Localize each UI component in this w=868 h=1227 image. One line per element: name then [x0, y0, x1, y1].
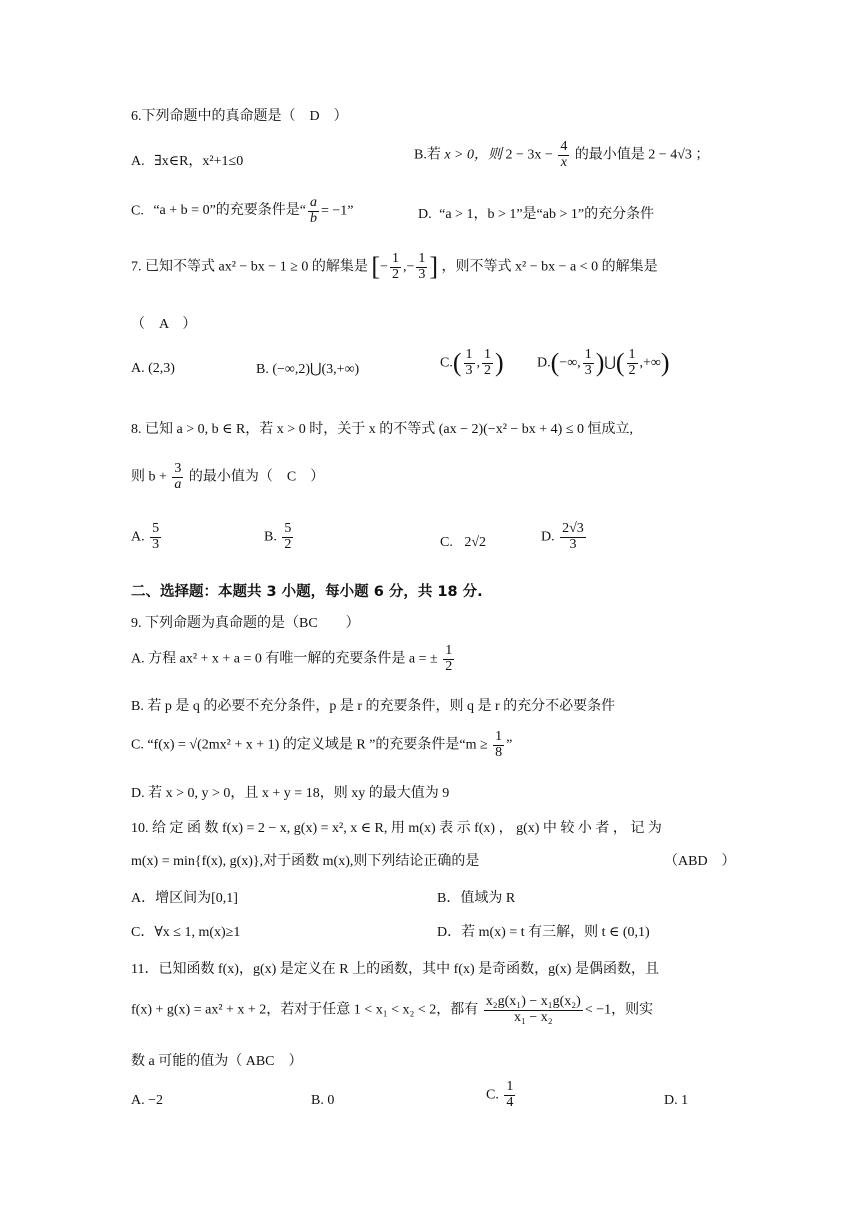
q11-fraction: $\frac{\text{x₂g(x₁) − x₁g(x₂)}}{\text{x₁ − x₂}}$: [485, 994, 581, 1025]
q6-b-fraction: $\frac{4}{x}$: [560, 139, 568, 170]
q8-stem-line2: 则 b + $\frac{3}{a}$ 的最小值为（ C ）: [131, 461, 325, 492]
q11-option-c: C. $\frac{1}{4}$: [486, 1079, 514, 1110]
q8-option-c: C. 2√2: [440, 535, 487, 550]
q10-option-a: A．增区间为[0,1]: [131, 891, 238, 906]
q11-option-d: D. 1: [664, 1093, 689, 1108]
q7-option-c: C.( $\frac{1}{3}$ , $\frac{1}{2}$ ): [440, 347, 504, 378]
q8-stem-line1: 8. 已知 a > 0, b ∈ R，若 x > 0 时，关于 x 的不等式 (ax − 2)(−x² − bx + 4) ≤ 0 恒成立,: [131, 422, 634, 437]
section-heading: 二、选择题：本题共 3 小题，每小题 6 分，共 18 分.: [131, 584, 483, 600]
q8-option-b: B. $\frac{5}{2}$: [264, 521, 292, 552]
q6-option-d: D. “a > 1，b > 1”是“ab > 1”的充分条件: [418, 207, 655, 222]
q6-c-fraction: $\frac{a}{b}$: [310, 195, 317, 226]
q7-answer: （ A ）: [131, 317, 197, 332]
q9-option-b: B. 若 p 是 q 的必要不充分条件，p 是 r 的充要条件，则 q 是 r 的充分不必要条件: [131, 699, 616, 714]
q9-option-a: A. 方程 ax² + x + a = 0 有唯一解的充要条件是 a = ± $\frac{1}{2}$: [131, 643, 453, 674]
q7-interval-a: $\frac{1}{2}$: [391, 251, 399, 282]
q9-option-d: D. 若 x > 0, y > 0，且 x + y = 18，则 xy 的最大值为 9: [131, 786, 450, 801]
q7-option-a: A. (2,3): [131, 361, 175, 376]
q7-option-b: B. (−∞,2)⋃(3,+∞): [256, 362, 360, 377]
q10-stem-line1: 10. 给 定 函 数 f(x) = 2 − x, g(x) = x², x ∈ R, 用 m(x) 表 示 f(x) ， g(x) 中 较 小 者 ， 记 为: [131, 821, 662, 836]
q9-stem: 9. 下列命题为真命题的是（BC ）: [131, 616, 360, 631]
q6-stem: 6.下列命题中的真命题是（ D ）: [131, 109, 348, 124]
q7-stem: 7. 已知不等式 ax² − bx − 1 ≥ 0 的解集是 [− $\frac{1}{2}$ ,− $\frac{1}{3}$ ] ，则不等式 x² − bx − a < 0 的解集是: [131, 251, 658, 282]
q11-stem-line1: 11．已知函数 f(x)，g(x) 是定义在 R 上的函数，其中 f(x) 是奇函数，g(x) 是偶函数，且: [131, 962, 659, 977]
q6-option-b: B.若 x > 0，则 2 − 3x − $\frac{4}{x}$ 的最小值是 2 − 4√3 ；: [414, 139, 710, 170]
q11-option-b: B. 0: [311, 1093, 335, 1108]
q10-option-d: D．若 m(x) = t 有三解，则 t ∈ (0,1): [437, 925, 650, 940]
q8-option-a: A. $\frac{5}{3}$: [131, 521, 160, 552]
q11-option-a: A. −2: [131, 1093, 164, 1108]
q6-option-a: A. ∃x∈R，x²+1≤0: [131, 154, 244, 169]
q11-stem-line2: f(x) + g(x) = ax² + x + 2，若对于任意 1 < x₁ < x₂ < 2，都有 $\frac{\text{x₂g(x₁) − x₁g(x₂)}}{\text{x₁ − x₂}}$ < −1，则实: [131, 994, 654, 1025]
q10-answer: （ABD ）: [664, 854, 736, 869]
q8-option-d: D. $\frac{2√3}{3}$: [541, 521, 584, 552]
q11-stem-line3: 数 a 可能的值为（ ABC ）: [131, 1054, 303, 1069]
q9-option-c: C. “f(x) = √(2mx² + x + 1) 的定义域是 R ”的充要条件是“m ≥ $\frac{1}{8}$ ”: [131, 729, 513, 760]
q10-option-b: B．值域为 R: [437, 891, 516, 906]
q10-stem-line2: m(x) = min{f(x), g(x)},对于函数 m(x),则下列结论正确的是: [131, 854, 480, 869]
q7-option-d: D.(−∞, $\frac{1}{3}$ )⋃( $\frac{1}{2}$ ,+∞): [537, 347, 670, 378]
q7-interval-b: $\frac{1}{3}$: [418, 251, 426, 282]
q10-option-c: C．∀x ≤ 1, m(x)≥1: [131, 925, 241, 940]
q6-option-c: C. “a + b = 0”的充要条件是“ $\frac{a}{b}$ = −1”: [131, 195, 354, 226]
